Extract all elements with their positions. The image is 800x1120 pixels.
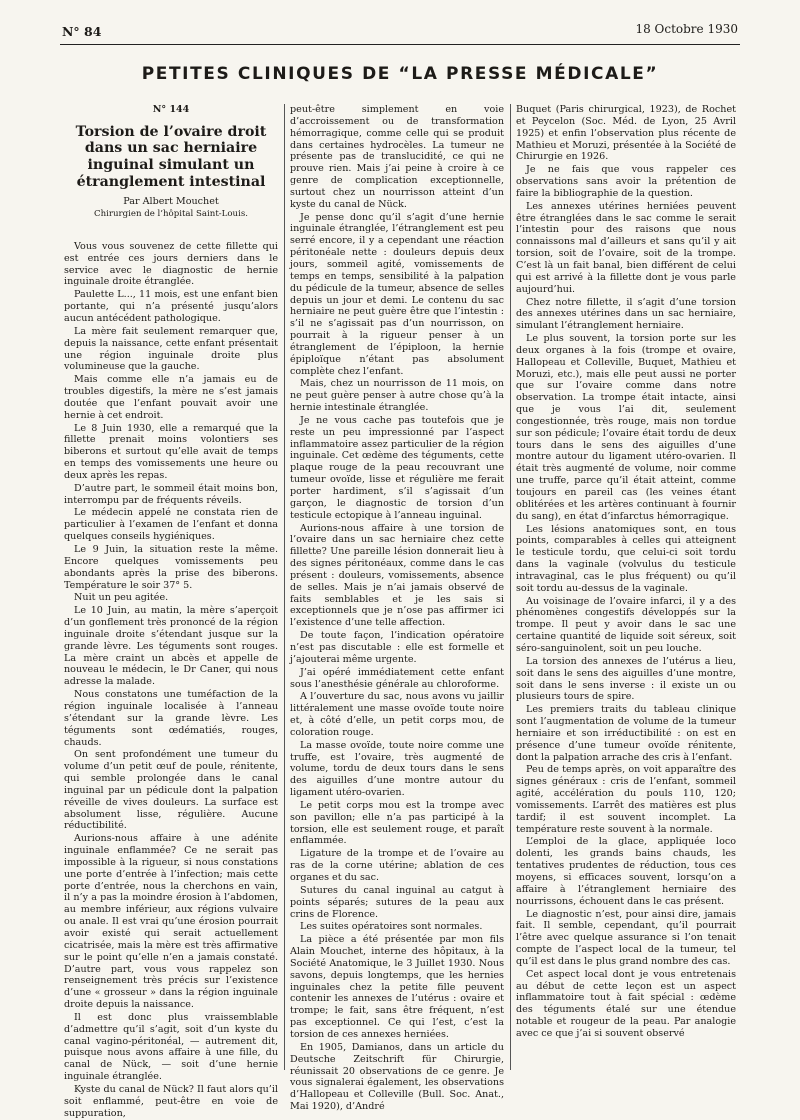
paragraph: Mais comme elle n’a jamais eu de troubles digestifs, la mère ne s’est jamais doutée que l’enfant pouvait avoir une hernie à cet endroit. xyxy=(64,374,278,421)
paragraph: Je pense donc qu’il s’agit d’une hernie inguinale étranglée, l’étranglement est peu serré encore, il y a cependant une réaction péritonéale nette : douleurs depuis deux jours, sommeil agité, vomissements de temps en temps, sensibilité à la palpation du pédicule de la tumeur, absence de selles depuis un jour et demi. Le contenu du sac herniaire ne peut guère être que l’intestin : s’il ne s’agissait pas d’un nourrisson, on pourrait à la rigueur penser à un étranglement de l’épiploon, la hernie épiploïque n’étant pas absolument complète chez l’enfant. xyxy=(290,211,504,377)
paragraph: L’emploi de la glace, appliquée loco dolenti, les grands bains chauds, les tentatives prudentes de réduction, tous ces moyens, si efficaces souvent, lorsqu’on a affaire à l’étranglement herniaire des nourrissons, échouent dans le cas présent. xyxy=(516,836,736,907)
column-divider xyxy=(510,104,511,1070)
paragraph: En 1905, Damianos, dans un article du Deutsche Zeitschrift für Chirurgie, réunissait 20 observations de ce genre. Je vous signalerai également, les observations d’Hallopeau et Colleville (Bull. Soc. Anat., Mai 1920), d’André xyxy=(290,1041,504,1113)
issue-date: 18 Octobre 1930 xyxy=(635,22,738,36)
column-body xyxy=(516,104,736,1040)
author-affiliation: Chirurgien de l’hôpital Saint-Louis. xyxy=(94,209,248,220)
paragraph: La mère fait seulement remarquer que, depuis la naissance, cette enfant présentait une région inguinale droite plus volumineuse que la gauche. xyxy=(64,325,278,373)
paragraph: Le 10 Juin, au matin, la mère s’aperçoit d’un gonflement très prononcé de la région inguinale droite s’étendant jusque sur la grande lèvre. Les téguments sont rouges. La mère craint un abcès et appelle de nouveau le médecin, le Dr Caner, qui nous adresse la malade. xyxy=(64,605,278,688)
text-column-3 xyxy=(516,104,736,1072)
article-number: N° 144 xyxy=(152,104,190,115)
paragraph: Kyste du canal de Nück? Il faut alors qu’il soit enflammé, peut-être en voie de suppuration, xyxy=(64,1083,278,1119)
text-column-2 xyxy=(290,104,504,1113)
paragraph: Le 9 Juin, la situation reste la même. Encore quelques vomissements peu abondants après la prise des biberons. Température le soir 37° 5. xyxy=(64,544,278,591)
paragraph: Les suites opératoires sont normales. xyxy=(300,921,483,933)
paragraph: A l’ouverture du sac, nous avons vu jaillir littéralement une masse ovoïde toute noire et, à côté d’elle, un petit corps mou, de coloration rouge. xyxy=(290,691,504,738)
paragraph: Chez notre fillette, il s’agit d’une torsion des annexes utérines dans un sac herniaire, simulant l’étranglement herniaire. xyxy=(516,296,736,332)
paragraph: Cet aspect local dont je vous entretenais au début de cette leçon est un aspect inflammatoire tout à fait spécial : œdème des téguments étalé sur une étendue notable et rougeur de la peau. Par analogie avec ce que j’ai si souvent observé xyxy=(516,968,736,1039)
paragraph: La pièce a été présentée par mon fils Alain Mouchet, interne des hôpitaux, à la Société Anatomique, le 3 Juillet 1930. Nous savons, depuis longtemps, que les hernies inguinales chez la petite fille peuvent contenir les annexes de l’utérus : ovaire et trompe; le fait, sans être fréquent, n’est pas exceptionnel. Ce qui l’est, c’est la torsion de ces annexes herniées. xyxy=(290,934,504,1040)
article-title: Torsion de l’ovaire droit dans un sac herniaire inguinal simulant un étranglement intestinal xyxy=(75,123,267,190)
paragraph: Les premiers traits du tableau clinique sont l’augmentation de volume de la tumeur herniaire et son irréductibilité : on est en présence d’une tumeur ovoïde rénitente, dont la palpation arrache des cris à l’enfant. xyxy=(516,704,736,763)
paragraph: Il est donc plus vraissemblable d’admettre qu’il s’agit, soit d’un kyste du canal vagino-péritonéal, — autrement dit, puisque nous avons affaire à une fille, du canal de Nück, — soit d’une hernie inguinale étranglée. xyxy=(64,1011,278,1083)
paragraph: Ligature de la trompe et de l’ovaire au ras de la corne utérine; ablation de ces organes et du sac. xyxy=(290,848,504,883)
paragraph: Les annexes utérines herniées peuvent être étranglées dans le sac comme le serait l’intestin pour des raisons que nous connaissons mal d’ailleurs et sans qu’il y ait torsion, soit de l’ovaire, soit de la trompe. C’est là un fait banal, bien différent de celui qui est arrivé à la fillette dont je vous parle aujourd’hui. xyxy=(516,200,736,295)
paragraph: Peu de temps après, on voit apparaître des signes généraux : cris de l’enfant, sommeil agité, accélération du pouls 110, 120; vomissements. L’arrêt des matières est plus tardif; il est souvent incomplet. La température reste souvent à la normale. xyxy=(516,764,736,835)
paragraph: Mais, chez un nourrisson de 11 mois, on ne peut guère penser à autre chose qu’à la hernie intestinale étranglée. xyxy=(290,378,504,414)
paragraph: Aurions-nous affaire à une adénite inguinale enflammée? Ce ne serait pas impossible à la rigueur, si nous constations une porte d’entrée à l’infection; mais cette porte d’entrée, nous la cherchons en vain, il n’y a pas la moindre érosion à l’abdomen, au membre inférieur, aux régions vulvaire ou anale. Il est vrai qu’une érosion pourrait avoir existé qui serait actuellement cicatrisée, mais la mère est très affirmative sur le point qu’elle n’en a jamais constaté. D’autre part, vous vous rappelez son renseignement très précis sur l’existence d’une « grosseur » dans la région inguinale droite depuis la naissance. xyxy=(64,833,278,1011)
paragraph: peut-être simplement en voie d’accroissement ou de transformation hémorragique, comme celle qui se produit dans certaines hydrocèles. La tumeur ne présente pas de translucidité, ce qui ne prouve rien. Mais j’ai peine à croire à ce genre de complication exceptionnelle, surtout chez un nourrisson atteint d’un kyste du canal de Nück. xyxy=(290,104,504,210)
paragraph: Le diagnostic n’est, pour ainsi dire, jamais fait. Il semble, cependant, qu’il pourrait l’être avec quelque assurance si l’on tenait compte de l’aspect local de la tumeur, tel qu’il est dans le plus grand nombre des cas. xyxy=(516,908,736,967)
paragraph: Le petit corps mou est la trompe avec son pavillon; elle n’a pas participé à la torsion, elle est seulement rouge, et paraît enflammée. xyxy=(290,799,504,847)
issue-number: N° 84 xyxy=(62,24,102,39)
paragraph: Au voisinage de l’ovaire infarci, il y a des phénomènes congestifs développés sur la trompe. Il peut y avoir dans le sac une certaine quantité de liquide soit séreux, soit séro-sanguinolent, soit un peu louche. xyxy=(516,595,736,654)
paragraph: Nous constatons une tuméfaction de la région inguinale localisée à l’anneau s’étendant sur la grande lèvre. Les téguments sont œdématiés, rouges, chauds. xyxy=(64,689,278,748)
column-divider xyxy=(284,104,285,1070)
paragraph: Je ne vous cache pas toutefois que je reste un peu impressionné par l’aspect inflammatoire assez particulier de la région inguinale. Cet œdème des téguments, cette plaque rouge de la peau recouvrant une tumeur ovoïde, lisse et régulière me ferait porter hardiment, s’il s’agissait d’un garçon, le diagnostic de torsion d’un testicule ectopique à l’anneau inguinal. xyxy=(290,414,504,521)
paragraph: Les lésions anatomiques sont, en tous points, comparables à celles qui atteignent le testicule tordu, que celui-ci soit tordu dans la vaginale (volvulus du testicule intravaginal, cas le plus fréquent) ou qu’il soit tordu au-dessus de la vaginale. xyxy=(516,523,736,594)
paragraph: De toute façon, l’indication opératoire n’est pas discutable : elle est formelle et j’ajouterai même urgente. xyxy=(290,630,504,665)
paragraph: Le 8 Juin 1930, elle a remarqué que la fillette prenait moins volontiers ses biberons et surtout qu’elle avait de temps en temps des vomissements une heure ou deux après les repas. xyxy=(64,422,278,481)
paragraph: D’autre part, le sommeil était moins bon, interrompu par de fréquents réveils. xyxy=(64,482,278,506)
paragraph: La masse ovoïde, toute noire comme une truffe, est l’ovaire, très augmenté de volume, tordu de deux tours dans le sens des aiguilles d’une montre autour du ligament utéro-ovarien. xyxy=(290,739,504,799)
header-rule xyxy=(60,44,740,45)
paragraph: Vous vous souvenez de cette fillette qui est entrée ces jours derniers dans le service avec le diagnostic de hernie inguinale droite étranglée. xyxy=(64,240,278,288)
paragraph: Le plus souvent, la torsion porte sur les deux organes à la fois (trompe et ovaire, Hallopeau et Colleville, Buquet, Mathieu et Moruzi, etc.), mais elle peut aussi ne porter que sur l’ovaire comme dans notre observation. La trompe était intacte, ainsi que je vous l’ai dit, seulement congestionnée, très rouge, mais non tordue sur son pédicule; l’ovaire était tordu de deux tours dans le sens des aiguilles d’une montre autour du ligament utéro-ovarien. Il était très augmenté de volume, noir comme une truffe, parce qu’il était atteint, comme toujours en pareil cas (les veines étant oblitérées et les artères continuant à fournir du sang), en état d’infarctus hémorragique. xyxy=(516,333,736,522)
article-byline: Par Albert Mouchet xyxy=(123,196,219,208)
paragraph: Sutures du canal inguinal au catgut à points séparés; sutures de la peau aux crins de Florence. xyxy=(290,884,504,920)
paragraph: Paulette L..., 11 mois, est une enfant bien portante, qui n’a présenté jusqu’alors aucun antécédent pathologique. xyxy=(64,289,278,324)
paragraph: Le médecin appelé ne constata rien de particulier à l’examen de l’enfant et donna quelques conseils hygiéniques. xyxy=(64,507,278,543)
paragraph: Je ne fais que vous rappeler ces observations sans avoir la prétention de faire la bibliographie de la question. xyxy=(516,164,736,199)
paragraph: La torsion des annexes de l’utérus a lieu, soit dans le sens des aiguilles d’une montre, soit dans le sens inverse : il existe un ou plusieurs tours de spire. xyxy=(516,655,736,703)
text-column-1 xyxy=(64,104,278,1119)
column-body xyxy=(64,241,278,1120)
paragraph: Aurions-nous affaire à une torsion de l’ovaire dans un sac herniaire chez cette fillette? Une pareille lésion donnerait lieu à des signes péritonéaux, comme dans le cas présent : douleurs, vomissements, absence de selles. Mais je n’ai jamais observé de faits semblables et je les sais si exceptionnels que je n’ose pas affirmer ici l’existence d’une telle affection. xyxy=(290,522,504,629)
column-body xyxy=(290,104,504,1113)
paragraph: J’ai opéré immédiatement cette enfant sous l’anesthésie générale au chloroforme. xyxy=(290,666,504,690)
section-title: PETITES CLINIQUES DE “LA PRESSE MÉDICALE” xyxy=(141,64,659,84)
paragraph: Buquet (Paris chirurgical, 1923), de Rochet et Peycelon (Soc. Méd. de Lyon, 25 Avril 1925) et enfin l’observation plus récente de Mathieu et Moruzi, présentée à la Société de Chirurgie en 1926. xyxy=(516,104,736,163)
paragraph: Nuit un peu agitée. xyxy=(74,592,169,604)
paragraph: On sent profondément une tumeur du volume d’un petit œuf de poule, rénitente, qui semble prolongée dans le canal inguinal par un pédicule dont la palpation réveille de vives douleurs. La surface est absolument lisse, régulière. Aucune réductibilité. xyxy=(64,749,278,832)
